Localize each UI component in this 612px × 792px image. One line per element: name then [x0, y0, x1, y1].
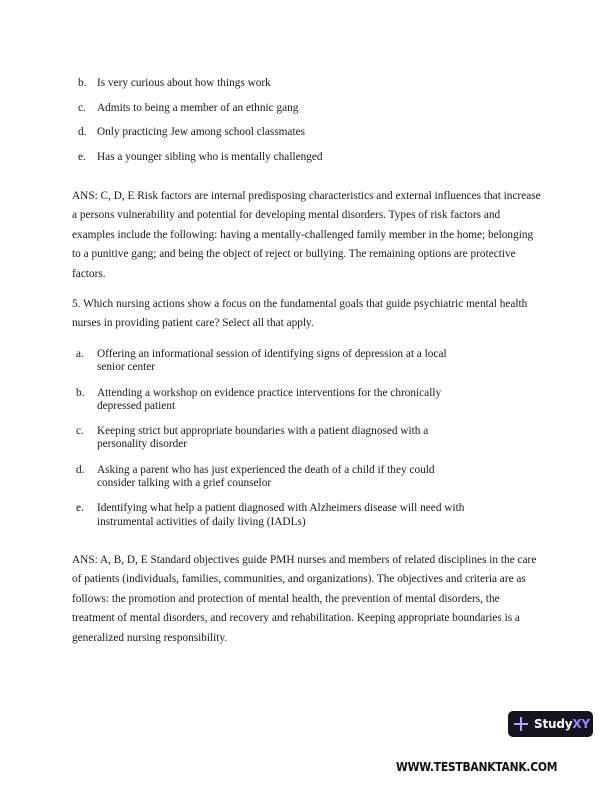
question-5-options [76, 348, 496, 541]
question-5-stem: 5. Which nursing actions show a focus on the fundamental goals that guide psychiatric mental health nurses in providing patient care? Select all that apply. [72, 298, 528, 330]
option-letter: b. [76, 386, 85, 399]
option-text: Asking a parent who has just experienced the death of a child if they could consider talking with a grief counselor [97, 463, 435, 489]
option-text: Has a younger sibling who is mentally challenged [97, 150, 323, 163]
option-text: Attending a workshop on evidence practice interventions for the chronically depressed patient [97, 386, 442, 412]
option-d [78, 125, 558, 150]
answer-4-rationale: ANS: C, D, E Risk factors are internal predisposing characteristics and external influences that increase a persons vulnerability and potential for developing mental disorders. Types of risk factors and examples include the following: having a mentally-challenged family member in the home; belonging to a punitive gang; and being the object of reject or bullying. The remaining options are protective factors. [72, 190, 541, 280]
option-text: Admits to being a member of an ethnic gang [97, 101, 299, 114]
option-letter: a. [76, 348, 84, 360]
option-d [76, 464, 496, 490]
option-text: Only practicing Jew among school classmates [97, 126, 305, 138]
option-text: Keeping strict but appropriate boundaries with a patient diagnosed with a personality disorder [97, 425, 429, 451]
option-letter: d. [78, 126, 87, 138]
option-letter: c. [78, 101, 86, 114]
option-b [76, 387, 496, 413]
option-c [78, 101, 558, 126]
option-text: Is very curious about how things work [97, 77, 271, 89]
option-letter: c. [76, 425, 84, 438]
option-letter: b. [78, 77, 87, 89]
website-footer: WWW.TESTBANKTANK.COM [396, 759, 558, 774]
option-b [78, 76, 558, 101]
option-e [78, 150, 558, 175]
answer-5-rationale: ANS: A, B, D, E Standard objectives guide PMH nurses and members of related disciplines in the care of patients (individuals, families, communities, and organizations). The objectives and criteria are as follows: the promotion and protection of mental health, the prevention of mental disorders, the treatment of mental disorders, and recovery and rehabilitation. Keeping appropriate boundaries is a generalized nursing responsibility. [72, 554, 537, 644]
option-a [76, 348, 496, 374]
plus-icon [513, 716, 529, 732]
studyxy-badge[interactable] [508, 711, 593, 737]
option-text: Offering an informational session of identifying signs of depression at a local senior center [97, 348, 447, 374]
studyxy-logo-text: StudyXY [534, 717, 590, 731]
option-e [76, 502, 496, 528]
option-letter: e. [76, 502, 84, 515]
option-letter: e. [78, 150, 86, 163]
option-c [76, 425, 496, 451]
option-text: Identifying what help a patient diagnosed with Alzheimers disease will need with instrumental activities of daily living (IADLs) [97, 502, 465, 528]
question-4-options [78, 76, 558, 174]
option-letter: d. [76, 463, 85, 476]
